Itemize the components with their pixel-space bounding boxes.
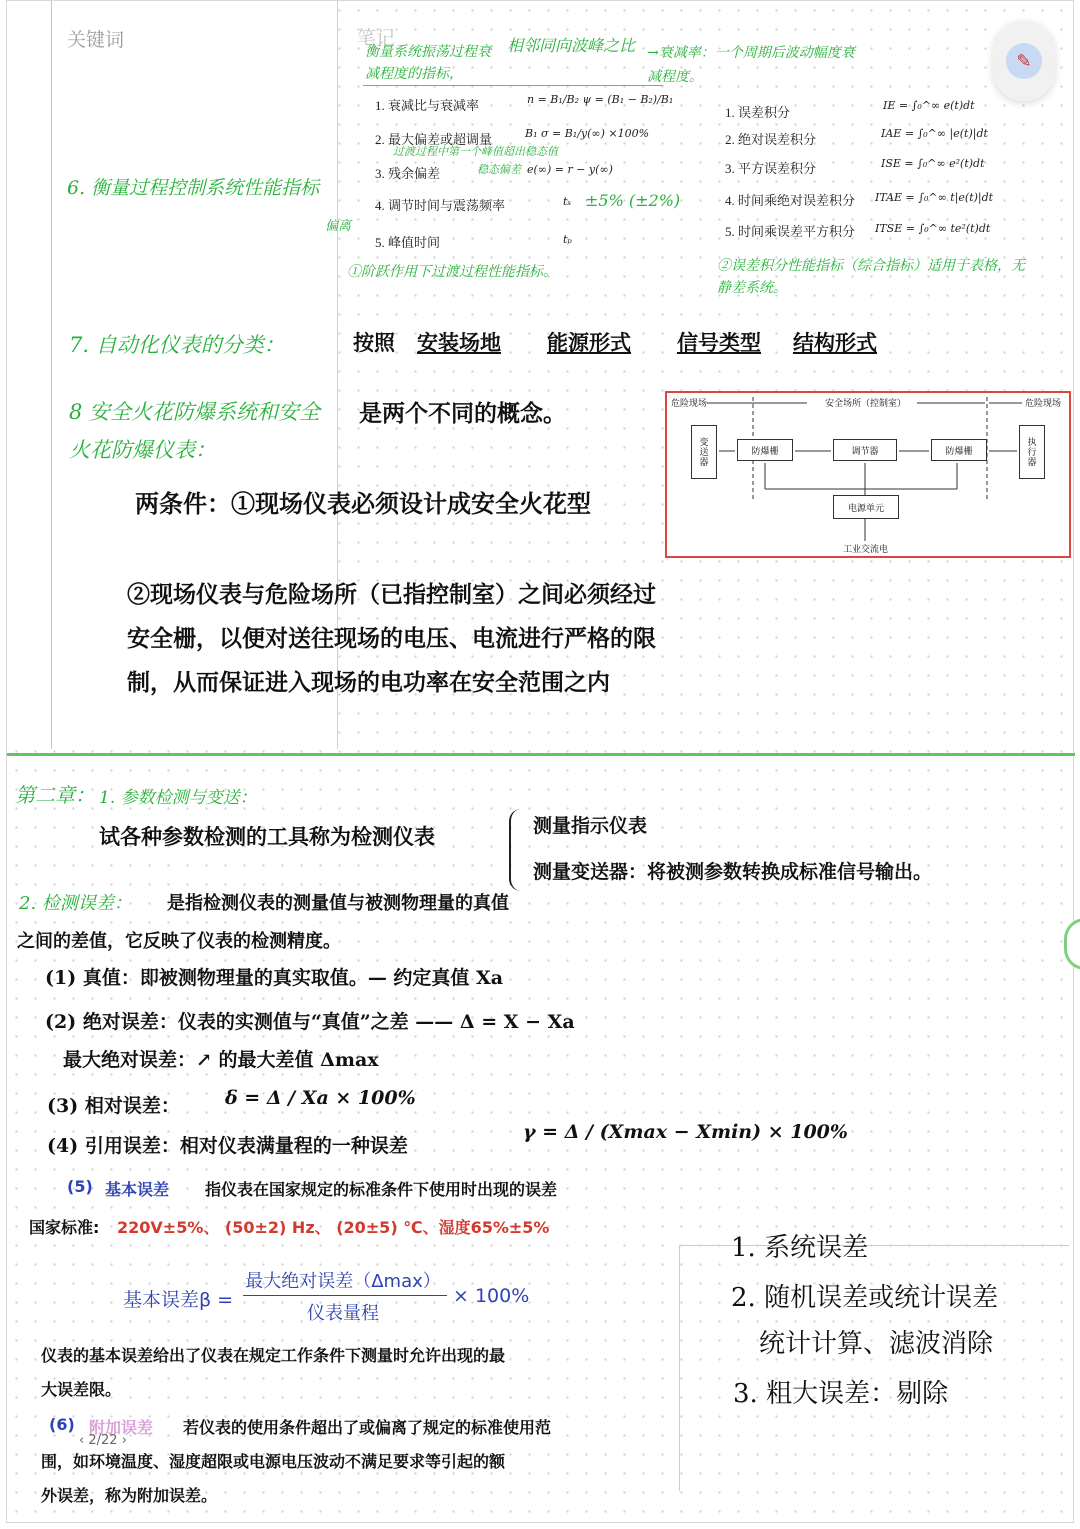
additional-error-text-3: 外误差，称为附加误差。: [41, 1486, 218, 1505]
metric-left-2-formula: B₁ σ = B₁/y(∞) ×100%: [525, 127, 650, 140]
error-type-2: 2. 随机误差或统计误差: [731, 1283, 999, 1313]
pen-tool-button[interactable]: [993, 21, 1055, 101]
keyword-label: 关键词: [67, 29, 125, 51]
metric-right-3-label: 3. 平方误差积分: [725, 161, 817, 176]
basic-error-number: (5): [67, 1177, 93, 1196]
metric-left-4-label: 4. 调节时间与震荡频率: [375, 198, 506, 213]
error-type-2-method: 统计计算、滤波消除: [759, 1329, 994, 1359]
error-type-1: 1. 系统误差: [731, 1233, 869, 1263]
error-type-3: 3. 粗大误差：剔除: [733, 1379, 949, 1409]
standard-values: 220V±5%、 (50±2) Hz、 (20±5) ℃、湿度65%±5%: [117, 1218, 550, 1237]
error-title: 2. 检测误差：: [19, 893, 132, 914]
prev-page-icon[interactable]: ‹: [79, 1433, 85, 1448]
keyword-item-6: 6. 衡量过程控制系统性能指标: [67, 177, 320, 199]
additional-error-title: 附加误差: [89, 1418, 154, 1437]
absolute-error: (2) 绝对误差：仪表的实测值与“真值”之差 —— Δ = X − Xa: [45, 1011, 575, 1033]
basic-error-note-2: 大误差限。: [41, 1380, 122, 1399]
error-definition: 是指检测仪表的测量值与被测物理量的真值之间的差值，它反映了仪表的检测精度。: [17, 893, 509, 952]
safety-concept: 是两个不同的概念。: [359, 400, 566, 427]
page-number: 2/22: [88, 1433, 118, 1448]
pen-icon: ✎: [1006, 43, 1042, 79]
metric-left-1-label: 1. 衰减比与衰减率: [375, 98, 480, 113]
reference-error-label: (4) 引用误差：相对仪表满量程的一种误差: [47, 1135, 408, 1157]
additional-error-text-1: 若仪表的使用条件超出了或偏离了规定的标准使用范: [183, 1418, 552, 1437]
power-unit-box: 电源单元: [833, 495, 899, 519]
relative-error-formula: δ = Δ / Xa × 100%: [225, 1087, 416, 1109]
safety-condition-1: 两条件：①现场仪表必须设计成安全火花型: [135, 489, 591, 518]
adjacent-peaks-note: 相邻同向波峰之比: [507, 36, 636, 55]
side-note: 偏离: [325, 219, 352, 234]
metric-left-3-label: 3. 残余偏差: [375, 166, 441, 181]
basic-formula-denominator: 仪表量程: [307, 1303, 379, 1324]
zone-left-label: 危险现场: [671, 398, 708, 408]
metric-left-4-formula: tₛ: [563, 195, 572, 208]
max-absolute-error: 最大绝对误差：↗ 的最大差值 Δmax: [63, 1049, 379, 1071]
metric-right-1-formula: IE = ∫₀^∞ e(t)dt: [883, 99, 975, 112]
keyword-item-7: 7. 自动化仪表的分类：: [69, 333, 285, 357]
barrier-left-box: 防爆栅: [737, 439, 793, 461]
attenuation-rate-note: →衰减率：一个周期后波动幅度衰减程度。: [647, 45, 855, 85]
error-types-rule-v: [679, 1245, 680, 1491]
residual-note: 稳态偏差: [477, 163, 521, 176]
actuator-box: 执行器: [1019, 425, 1045, 479]
overshoot-note: 过渡过程中第一个峰值超出稳态值: [393, 145, 558, 158]
ac-power-label: 工业交流电: [843, 544, 889, 554]
fraction-bar: [243, 1295, 447, 1296]
note-page: [6, 0, 1074, 1523]
margin-line: [51, 1, 52, 749]
attenuation-note: 衡量系统振荡过程衰减程度的指标，: [365, 44, 491, 82]
basic-formula-numerator: 最大绝对误差（Δmax）: [245, 1271, 441, 1292]
type-transmitter: 测量变送器：将被测参数转换成标准信号输出。: [533, 861, 933, 883]
diagram-lines: [667, 393, 1065, 552]
section1-title: 1. 参数检测与变送：: [99, 788, 257, 808]
barrier-diagram: [665, 391, 1071, 558]
type-indicator: 测量指示仪表: [533, 815, 648, 837]
dynamic-metrics-note: ①阶跃作用下过渡过程性能指标。: [347, 264, 557, 280]
metrics-rule: [363, 85, 663, 86]
metric-right-2-formula: IAE = ∫₀^∞ |e(t)|dt: [881, 127, 988, 140]
page-indicator[interactable]: [79, 1433, 127, 1448]
metric-left-1-formula: n = B₁/B₂ ψ = (B₁ − B₂)/B₁: [527, 93, 674, 106]
metric-left-5-formula: tₚ: [563, 233, 572, 246]
additional-error-number: (6): [49, 1415, 75, 1434]
true-value: (1) 真值：即被测物理量的真实取值。— 约定真值 Xa: [45, 967, 504, 989]
classification-item-4: 结构形式: [793, 330, 877, 355]
metric-right-3-formula: ISE = ∫₀^∞ e²(t)dt: [881, 157, 985, 170]
notes-label: 笔记: [357, 27, 396, 49]
metric-right-1-label: 1. 误差积分: [725, 105, 791, 120]
brace: [509, 809, 527, 891]
metric-right-4-formula: ITAE = ∫₀^∞ t|e(t)|dt: [875, 191, 994, 204]
metric-left-2-label: 2. 最大偏差或超调量: [375, 132, 493, 147]
metric-left-3-formula: e(∞) = r − y(∞): [527, 163, 613, 176]
metric-right-4-label: 4. 时间乘绝对误差积分: [725, 193, 856, 208]
metric-right-2-label: 2. 绝对误差积分: [725, 132, 817, 147]
chapter-label: 第二章：: [15, 783, 95, 807]
integral-metrics-note: ②误差积分性能指标（综合指标）适用于表格，无静差系统。: [717, 258, 1025, 296]
relative-error-label: (3) 相对误差：: [47, 1095, 180, 1117]
section-divider: [7, 753, 1075, 756]
zone-center-label: 安全场所（控制室）: [825, 398, 907, 408]
barrier-right-box: 防爆栅: [931, 439, 987, 461]
classification-item-1: 安装场地: [417, 330, 501, 355]
standard-label: 国家标准:: [29, 1218, 100, 1237]
basic-formula-right: × 100%: [453, 1285, 530, 1307]
metric-right-5-formula: ITSE = ∫₀^∞ te²(t)dt: [875, 222, 991, 235]
detection-definition: 试各种参数检测的工具称为检测仪表: [99, 824, 435, 849]
classification-item-2: 能源形式: [547, 330, 631, 355]
additional-error-text-2: 围，如环境温度、湿度超限或电源电压波动不满足要求等引起的额: [41, 1452, 506, 1471]
zone-right-label: 危险现场: [1025, 398, 1062, 408]
reference-error-formula: γ = Δ / (Xmax − Xmin) × 100%: [523, 1121, 848, 1143]
metric-left-5-label: 5. 峰值时间: [375, 235, 441, 250]
controller-box: 调节器: [833, 439, 897, 461]
transmitter-box: 变送器: [691, 425, 717, 479]
basic-error-title: 基本误差: [105, 1180, 170, 1199]
keyword-item-8: 8 安全火花防爆系统和安全火花防爆仪表：: [69, 400, 321, 462]
classification-item-3: 信号类型: [677, 330, 761, 355]
basic-error-text: 指仪表在国家规定的标准条件下使用时出现的误差: [205, 1180, 558, 1199]
basic-formula-left: 基本误差β =: [123, 1289, 234, 1311]
classification-lead: 按照: [353, 330, 395, 355]
next-page-icon[interactable]: ›: [121, 1433, 127, 1448]
basic-error-note-1: 仪表的基本误差给出了仪表在规定工作条件下测量时允许出现的最: [41, 1346, 506, 1365]
margin-note: ±5% (±2%): [585, 191, 681, 210]
safety-condition-2: ②现场仪表与危险场所（已指控制室）之间必须经过安全栅，以便对送往现场的电压、电流进行严格的限制，从而保证进入现场的电功率在安全范围之内: [127, 581, 656, 696]
metric-right-5-label: 5. 时间乘误差平方积分: [725, 224, 856, 239]
